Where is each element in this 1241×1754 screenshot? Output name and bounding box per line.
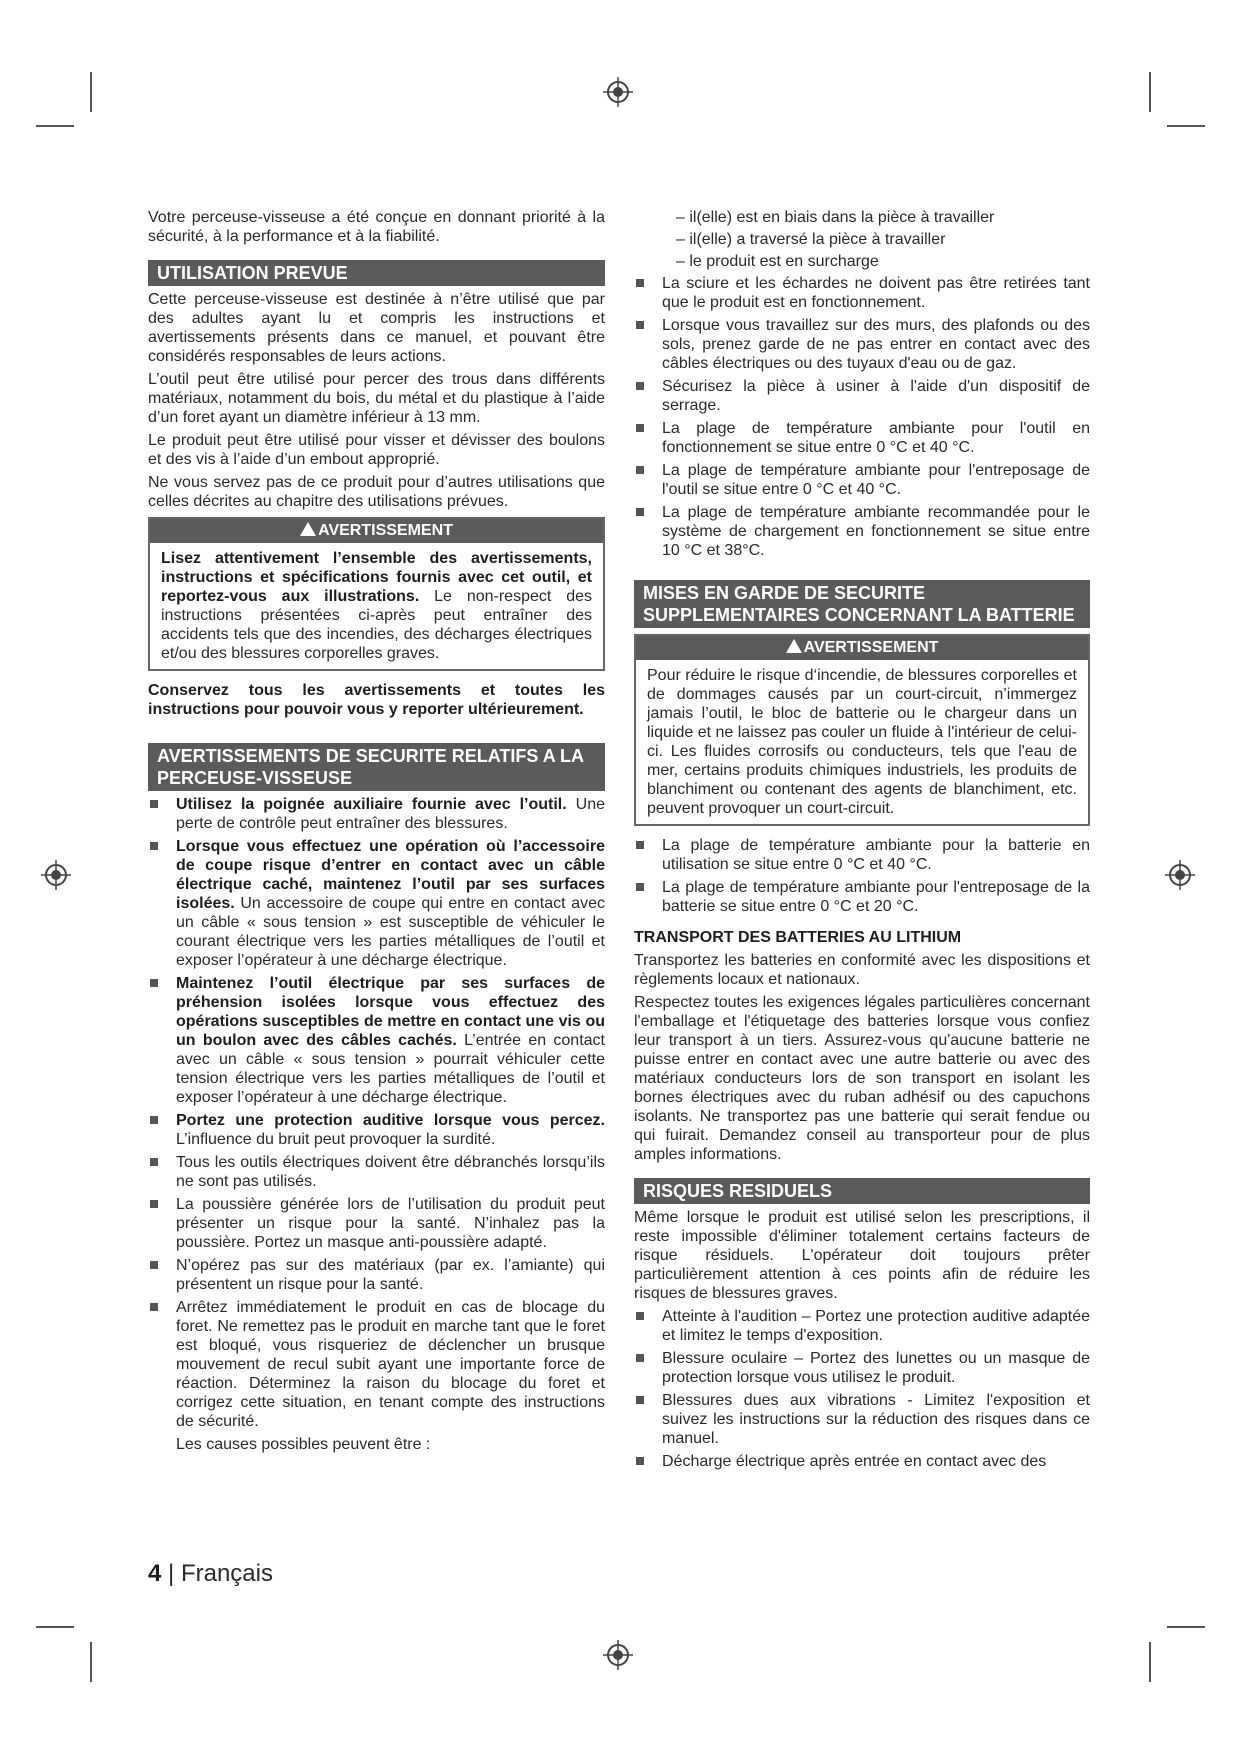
list-item [148,837,605,970]
crop-mark [90,72,92,112]
safety-list [148,795,605,1431]
item-bold: Portez une protection auditive lorsque vous percez. [176,1112,605,1129]
intended-use-heading: UTILISATION PREVUE [148,260,605,286]
item-text: Tous les outils électriques doivent être débranchés lorsqu’ils ne sont pas utilisés. [176,1154,605,1190]
item-text: L’entrée en contact avec un câble « sous tension » pourrait véhiculer cette tension électrique vers les parties métalliques de l’outil et exposer l’opérateur à une décharge électrique. [176,1032,605,1106]
square-bullet-icon [636,321,644,329]
item-text: Blessures dues aux vibrations - Limitez l'exposition et suivez les instructions sur la réduction des risques dans ce manuel. [662,1392,1090,1447]
intended-use-paragraph: Cette perceuse-visseuse est destinée à n’être utilisé que par des adultes ayant lu et compris les instructions et avertissements présents dans ce manuel, et pouvant être considérés responsables de leurs actions. [148,291,605,365]
item-text: La plage de température ambiante pour l'outil en fonctionnement se situe entre 0 °C et 40 °C. [662,420,1090,456]
list-item [634,316,1090,373]
warning-body [150,543,603,669]
list-item [634,836,1090,874]
list-item [148,974,605,1107]
item-text: Arrêtez immédiatement le produit en cas de blocage du foret. Ne remettez pas le produit en marche tant que le foret est bloqué, vous risqueriez de déclencher un brusque mouvement de recul subit ayant une importante force de réaction. Déterminez la raison du blocage du foret et corrigez cette situation, en tenant compte des instructions de sécurité. [176,1299,605,1430]
cause-list [634,208,1090,271]
crop-mark [1149,72,1151,112]
list-item [148,1195,605,1252]
list-item [148,1256,605,1294]
item-text: Blessure oculaire – Portez des lunettes ou un masque de protection lorsque vous utilisez le produit. [662,1350,1090,1386]
item-text: N’opérez pas sur des matériaux (par ex. l’amiante) qui présentent un risque pour la santé. [176,1257,605,1293]
transport-paragraph: Transportez les batteries en conformité avec les dispositions et règlements locaux et nationaux. [634,952,1090,988]
residual-intro: Même lorsque le produit est utilisé selon les prescriptions, il reste impossible d'éliminer totalement certains facteurs de risque résiduels. L'opérateur doit toujours prêter particulièrement attention à ces points afin de réduire les risques de blessures graves. [634,1209,1090,1302]
list-item: – le produit est en surcharge [676,253,879,270]
registration-mark-icon [41,860,71,890]
footer-language: Français [180,1560,273,1587]
list-item [634,878,1090,916]
list-item [634,419,1090,457]
battery-list [634,836,1090,916]
list-item [634,274,1090,312]
intended-use-paragraph: Le produit peut être utilisé pour visser et dévisser des boulons et des vis à l’aide d’un embout approprié. [148,432,605,468]
item-text: La sciure et les échardes ne doivent pas être retirées tant que le produit est en fonctionnement. [662,275,1090,311]
list-item: – il(elle) est en biais dans la pièce à travailler [676,209,995,226]
item-text: Décharge électrique après entrée en contact avec des [662,1453,1047,1470]
warning-box [148,517,605,671]
warning-triangle-icon [300,522,316,536]
list-item [634,1391,1090,1448]
square-bullet-icon [636,883,644,891]
registration-mark-icon [603,1640,633,1670]
square-bullet-icon [636,508,644,516]
square-bullet-icon [150,1303,158,1311]
list-item [148,795,605,833]
square-bullet-icon [636,1312,644,1320]
warning-triangle-icon [786,639,802,653]
warning-title: AVERTISSEMENT [803,639,939,656]
square-bullet-icon [150,1158,158,1166]
list-item [148,1111,605,1149]
item-bold: Lorsque vous effectuez une opération où l’accessoire de coupe risque d’entrer en contact avec un câble électrique caché, maintenez l’outil par ses surfaces isolées. [176,838,605,912]
crop-mark [36,125,74,127]
warning-text: Le non-respect des instructions présentées ci-après peut entraîner des accidents tels que des incendies, des décharges électriques et/ou des blessures corporelles graves. [161,588,592,662]
crop-mark [1149,1642,1151,1682]
footer-separator: | [161,1560,181,1587]
battery-warning-box [634,634,1090,826]
item-text: Lorsque vous travaillez sur des murs, des plafonds ou des sols, prenez garde de ne pas entrer en contact avec des câbles électriques ou des tuyaux d'eau ou de gaz. [662,317,1090,372]
square-bullet-icon [150,800,158,808]
list-item [634,461,1090,499]
page-number: 4 [148,1560,162,1587]
square-bullet-icon [636,1354,644,1362]
residual-heading: RISQUES RESIDUELS [634,1178,1090,1204]
square-bullet-icon [636,1457,644,1465]
right-column [634,208,1090,1475]
warning-text: Pour réduire le risque d‘incendie, de blessures corporelles et de dommages causés par un court-circuit, n’immergez jamais l’outil, le bloc de batterie ou le chargeur dans un liquide et ne laissez pas couler un fluide à l'intérieur de celui-ci. Les fluides corrosifs ou conducteurs, tels que l'eau de mer, certains produits chimiques industriels, les produits de blanchiment ou contenant des agents de blanchiment, etc. peuvent provoquer un court-circuit. [647,667,1077,817]
keep-instructions-text: Conservez tous les avertissements et toutes les instructions pour pouvoir vous y reporter ultérieurement. [148,682,605,718]
square-bullet-icon [150,979,158,987]
item-text: La plage de température ambiante pour l'entreposage de la batterie se situe entre 0 °C et 20 °C. [662,879,1090,915]
list-item [634,503,1090,560]
item-text: L’influence du bruit peut provoquer la surdité. [176,1131,496,1148]
square-bullet-icon [150,842,158,850]
square-bullet-icon [636,424,644,432]
warning-body [636,660,1088,824]
item-text: Une perte de contrôle peut entraîner des blessures. [176,796,606,832]
transport-heading: TRANSPORT DES BATTERIES AU LITHIUM [634,929,962,946]
tool-safety-list [634,274,1090,560]
item-bold: Maintenez l’outil électrique par ses surfaces de préhension isolées lorsque vous effectuez des opérations susceptibles de mettre en contact une vis ou un boulon avec des câbles cachés. [176,975,605,1049]
warning-heading [636,636,1088,660]
intended-use-paragraph: Ne vous servez pas de ce produit pour d’autres utilisations que celles décrites au chapitre des utilisations prévues. [148,474,605,510]
item-text: La plage de température ambiante pour l'entreposage de l'outil se situe entre 0 °C et 40 °C. [662,462,1090,498]
residual-list [634,1307,1090,1471]
registration-mark-icon [1165,860,1195,890]
item-text: La plage de température ambiante pour la batterie en utilisation se situe entre 0 °C et 40 °C. [662,837,1090,873]
intended-use-paragraph: L’outil peut être utilisé pour percer des trous dans différents matériaux, notamment du bois, du métal et du plastique à l’aide d’un foret ayant un diamètre inférieur à 13 mm. [148,371,605,426]
causes-text: Les causes possibles peuvent être : [176,1436,431,1453]
warning-title: AVERTISSEMENT [318,522,453,539]
item-bold: Utilisez la poignée auxiliaire fournie avec l’outil. [176,796,567,813]
crop-mark [1167,1626,1205,1628]
registration-mark-icon [603,77,633,107]
list-item [634,1307,1090,1345]
warning-heading [150,519,603,543]
square-bullet-icon [150,1261,158,1269]
square-bullet-icon [636,279,644,287]
transport-paragraph: Respectez toutes les exigences légales particulières concernant l'emballage et l'étiquetage des batteries lorsque vous confiez leur transport à un tiers. Assurez-vous qu'aucune batterie ne puisse entrer en contact avec une autre batterie ou avec des matériaux conducteurs lors de son transport en isolant les bornes électriques avec du ruban adhésif ou des capuchons isolants. Ne transportez pas une batterie qui serait fendue ou qui fuirait. Demandez conseil au transporteur pour de plus amples informations. [634,994,1090,1163]
list-item [148,1153,605,1191]
item-text: Sécurisez la pièce à usiner à l'aide d'un dispositif de serrage. [662,378,1090,414]
page-footer [148,1560,273,1588]
safety-heading: AVERTISSEMENTS DE SECURITE RELATIFS A LA PERCEUSE-VISSEUSE [148,743,605,791]
list-item [634,377,1090,415]
square-bullet-icon [636,1396,644,1404]
square-bullet-icon [636,841,644,849]
item-text: La poussière générée lors de l’utilisation du produit peut présenter un risque pour la santé. N’inhalez pas la poussière. Portez un masque anti-poussière adapté. [176,1196,605,1251]
intro-text: Votre perceuse-visseuse a été conçue en donnant priorité à la sécurité, à la performance et à la fiabilité. [148,209,605,245]
battery-heading: MISES EN GARDE DE SECURITE SUPPLEMENTAIRES CONCERNANT LA BATTERIE [634,580,1090,628]
square-bullet-icon [150,1116,158,1124]
crop-mark [90,1642,92,1682]
crop-mark [36,1626,74,1628]
square-bullet-icon [636,466,644,474]
square-bullet-icon [636,382,644,390]
list-item [634,1349,1090,1387]
list-item: – il(elle) a traversé la pièce à travailler [676,231,946,248]
list-item [634,1452,1090,1471]
square-bullet-icon [150,1200,158,1208]
list-item [148,1298,605,1431]
crop-mark [1167,125,1205,127]
left-column [148,208,605,1458]
item-text: Atteinte à l'audition – Portez une protection auditive adaptée et limitez le temps d'exposition. [662,1308,1090,1344]
warning-bold-text: Lisez attentivement l’ensemble des avertissements, instructions et spécifications fournis avec cet outil, et reportez-vous aux illustrations. [161,550,592,605]
item-text: La plage de température ambiante recommandée pour le système de chargement en fonctionnement se situe entre 10 °C et 38°C. [662,504,1090,559]
item-text: Un accessoire de coupe qui entre en contact avec un câble « sous tension » est susceptible de véhiculer le courant électrique vers les parties métalliques de l’outil et exposer l’opérateur à une décharge électrique. [176,895,605,969]
